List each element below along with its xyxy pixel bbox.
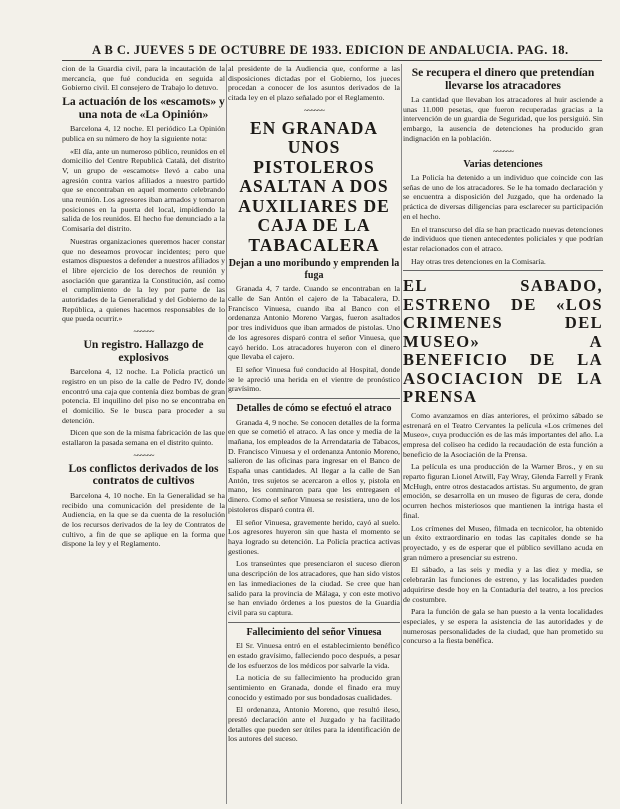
headline-recupera-dinero: Se recupera el dinero que pretendían llevarse los atracadores xyxy=(411,66,595,92)
article-paragraph: Granada 4, 7 tarde. Cuando se encontraban en la calle de San Antón el cajero de la Tabacalera, D. Francisco Vinuesa, cuando iba al Banco con el ordenanza Antonio Moreno Vargas, fueron asaltados por tres individuos que iban armados de pistolas. Uno de los agresores disparó contra el señor Vinuesa, que cayó herido. Los atracadores huyeron con el dinero que llevaba el cajero. xyxy=(228,284,400,362)
article-paragraph: La película es una producción de la Warner Bros., y en su reparto figuran Lionel Atwill, Fay Wray, Glenda Farrell y Frank McHugh, entre otros destacados artistas. Su argumento, de gran emoción, se desarrolla en un museo de figuras de cera, donde ocurren hechos misteriosos que mantienen la intriga hasta el final. xyxy=(403,462,603,520)
article-paragraph: Barcelona 4, 12 noche. La Policía practicó un registro en un piso de la calle de Pedro IV, donde encontró una caja que contenía diez bombas de gran potencia. El inquilino del piso no se encontraba en el domicilio. Se le busca para proceder a su detención. xyxy=(62,367,225,425)
subheadline-detalles: Detalles de cómo se efectuó el atraco xyxy=(236,403,392,415)
article-paragraph: Barcelona 4, 12 noche. El periódico La Opinión publica en su número de hoy la siguiente nota: xyxy=(62,124,225,143)
article-paragraph: El Sr. Vinuesa entró en el establecimiento benéfico en estado gravísimo, falleciendo poco después, a pesar de los esfuerzos de los médicos por salvarle la vida. xyxy=(228,641,400,670)
article-paragraph: En el transcurso del día se han practicado nuevas detenciones de individuos que tienen antecedentes policiales y que podrían estar relacionados con el atraco. xyxy=(403,224,603,253)
article-paragraph: Los crímenes del Museo, filmada en tecnicolor, ha obtenido un éxito extraordinario en todas las capitales donde se ha proyectado, y es de esperar que el público sevillano acuda en gran número a presenciar su estreno. xyxy=(403,523,603,562)
subheadline-fallecimiento: Fallecimiento del señor Vinuesa xyxy=(246,626,382,638)
ornament-divider: ~~~~~~ xyxy=(304,105,324,115)
article-paragraph: Dicen que son de la misma fabricación de las que estallaron la pasada semana en el distrito quinto. xyxy=(62,428,225,448)
ornament-divider: ~~~~~~ xyxy=(493,146,513,156)
article-paragraph: El señor Vinuesa, gravemente herido, cayó al suelo. Los agresores huyeron sin que hasta el momento se haya logrado su detención. La Policía practica activas gestiones. xyxy=(228,517,400,556)
column-left xyxy=(62,64,225,552)
column-divider xyxy=(401,64,402,804)
ornament-divider: ~~~~~~ xyxy=(133,327,154,337)
column-divider xyxy=(226,64,227,804)
article-paragraph: El sábado, a las seis y media y a las diez y media, se celebrarán las funciones de estreno, y las localidades pueden adquirirse desde hoy en la Contaduría del teatro, a los precios de costumbre. xyxy=(403,565,603,604)
article-paragraph: El señor Vinuesa fué conducido al Hospital, donde se le apreció una herida en el vientre de pronóstico gravísimo. xyxy=(228,364,400,394)
subheadline-moribundo: Dejan a uno moribundo y emprenden la fuga xyxy=(228,258,400,281)
subheadline-detenciones: Varias detenciones xyxy=(463,158,543,170)
column-right xyxy=(403,64,603,649)
article-paragraph: Hay otras tres detenciones en la Comisaría. xyxy=(411,256,546,266)
article-paragraph: La noticia de su fallecimiento ha producido gran sentimiento en Granada, donde el finado era muy conocido y estimado por sus bondadosas cualidades. xyxy=(228,673,400,702)
article-paragraph: Granada 4, 9 noche. Se conocen detalles de la forma en que se cometió el atraco. A las once y media de la mañana, los empleados de la Arrendataria de Tabacos, D. Francisco Vinuesa y el ordenanza Antonio Moreno, salieron de las oficinas para ingresar en el Banco de España unas cantidades. Al llegar a la calle de San Antón, tres sujetos se acercaron a ellos y, pistola en mano, les conminaron para que les entregasen el dinero. Como el señor Vinuesa se resistiera, uno de los pistoleros disparó contra él. xyxy=(228,417,400,514)
ornament-divider: ~~~~~~ xyxy=(133,450,154,460)
masthead-rule xyxy=(62,60,602,61)
article-paragraph: Nuestras organizaciones queremos hacer constar que no deseamos provocar incidentes; pero que estamos dispuestos a defender a nuestros afiliados y el libre ejercicio de los derechos de reunión y asociación que garantiza la Constitución, así como el cumplimiento de la ley por parte de las autoridades de la Generalidad y del Gobierno de la República, a quienes hacemos responsables de lo que pueda ocurrir.» xyxy=(62,236,225,324)
article-paragraph: La Policía ha detenido a un individuo que coincide con las señas de uno de los atracadores. Se le ha tomado declaración y se encuentra a disposición del Juzgado, que ha ordenado la práctica de diversas diligencias para esclarecer su participación en el hecho. xyxy=(403,173,603,221)
section-rule xyxy=(228,398,400,399)
article-paragraph: al presidente de la Audiencia que, conforme a las disposiciones dictadas por el Gobierno, los jueces procedan a conocer de los asuntos derivados de la citada ley en el plazo señalado por el Reglamento. xyxy=(228,64,400,103)
article-paragraph: cion de la Guardia civil, para la incautación de la mercancía, que fué conducida en seguida al Gobierno civil. El consejero de Trabajo lo detuvo. xyxy=(62,64,225,93)
article-paragraph: Los transeúntes que presenciaron el suceso dieron una descripción de los atracadores, que han sido vistos en las inmediaciones de la ciudad. Se cree que han salido para la provincia de Málaga, y con este motivo se han enviado órdenes a los puestos de la Guardia civil para su captura. xyxy=(228,559,400,617)
headline-registro: Un registro. Hallazgo de explosivos xyxy=(83,338,204,364)
headline-escamots: La actuación de los «escamots» y una nota de «La Opinión» xyxy=(62,95,225,121)
section-rule xyxy=(403,270,603,271)
article-paragraph: Barcelona 4, 10 noche. En la Generalidad se ha recibido una comunicación del presidente de la Audiencia, en la que se da cuenta de la resolución de los recursos derivados de la ley de Contratos de cultivo, a fin de que se aplique en la forma que dispone la ley y el Reglamento. xyxy=(62,490,225,549)
article-paragraph: Como avanzamos en días anteriores, el próximo sábado se estrenará en el Teatro Cervantes la película «Los crímenes del Museo», cuya producción es de las más importantes del año. La empresa del coliseo ha cedido la recaudación de esta función a beneficio de la Asociación de la Prensa. xyxy=(403,410,603,459)
headline-granada: EN GRANADA UNOS PISTOLEROS ASALTAN A DOS AUXILIARES DE CAJA DE LA TABACALERA xyxy=(238,117,390,255)
article-paragraph: La cantidad que llevaban los atracadores al huir asciende a unas 11.000 pesetas, que fueron recuperadas gracias a la intervención de un guardia de Seguridad, que los persiguió. Sin embargo, la ausencia de detenciones ha producido gran indignación en la población. xyxy=(403,95,603,143)
headline-estreno-museo: EL SABADO, ESTRENO DE «LOS CRIMENES DEL MUSEO» A BENEFICIO DE LA ASOCIACION DE LA PRENSA xyxy=(403,276,603,407)
article-paragraph: El ordenanza, Antonio Moreno, que resultó ileso, prestó declaración ante el Juzgado y ha facilitado detalles que pueden ser útiles para la identificación de los autores del suceso. xyxy=(228,705,400,744)
headline-contratos: Los conflictos derivados de los contratos de cultivos xyxy=(68,461,219,488)
article-paragraph: «El día, ante un numeroso público, reunidos en el domicilio del Centre Republicà Català, del distrito V, un grupo de «escamots» llevó a cabo una agresión contra varios afiliados a nuestro partido que se encontraban en aquel momento celebrando una reunión. Los agresores iban armados y tomaron posiciones en la puerta del local, impidiendo la salida de los reunidos. El hecho fue denunciado a la Comisaría del distrito. xyxy=(62,146,225,234)
section-rule xyxy=(228,622,400,623)
page-masthead: A B C. JUEVES 5 DE OCTUBRE DE 1933. EDICION DE ANDALUCIA. PAG. 18. xyxy=(92,43,569,57)
article-paragraph: Para la función de gala se han puesto a la venta localidades especiales, y se espera la asistencia de las autoridades y de numerosas personalidades de la ciudad, que han prometido su concurso a la fiesta benéfica. xyxy=(403,607,603,646)
column-middle xyxy=(228,64,400,747)
